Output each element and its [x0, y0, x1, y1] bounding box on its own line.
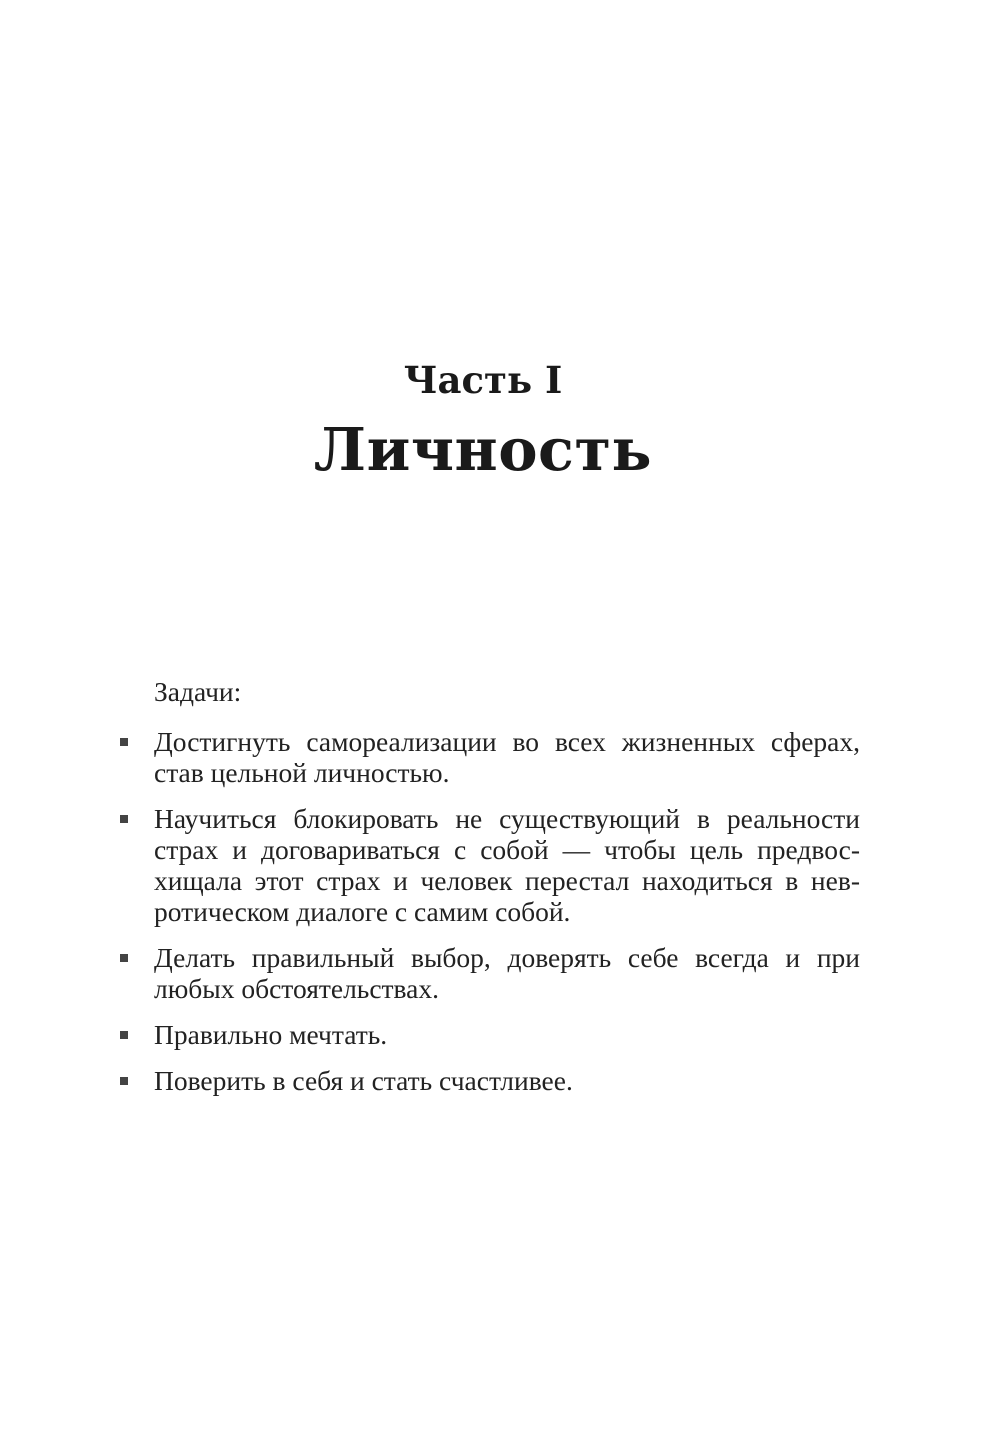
square-bullet-icon — [120, 1031, 128, 1039]
task-line: став цельной личностью. — [154, 757, 450, 788]
task-item — [120, 942, 860, 1004]
task-line: Поверить в себя и стать счастливее. — [154, 1065, 573, 1096]
square-bullet-icon — [120, 815, 128, 823]
task-line: Достигнуть самореализации во всех жизненных сферах, — [154, 726, 860, 757]
tasks-section — [120, 676, 860, 1111]
task-line: ротическом диалоге с самим собой. — [154, 896, 571, 927]
part-title: Личность — [313, 415, 653, 484]
tasks-heading: Задачи: — [154, 676, 242, 707]
square-bullet-icon — [120, 1077, 128, 1085]
task-list — [120, 726, 860, 1096]
task-line: любых обстоятельствах. — [154, 973, 440, 1004]
task-item — [120, 726, 860, 788]
part-label: Часть I — [403, 358, 563, 402]
task-item — [120, 1065, 860, 1096]
task-line: Правильно мечтать. — [154, 1019, 388, 1050]
task-line: страх и договариваться с собой — чтобы цель предвос- — [154, 834, 860, 865]
task-item — [120, 803, 860, 927]
task-item — [120, 1019, 860, 1050]
square-bullet-icon — [120, 738, 128, 746]
task-line: Научиться блокировать не существующий в реальности — [154, 803, 860, 834]
task-line: хищала этот страх и человек перестал находиться в нев- — [154, 865, 860, 896]
task-line: Делать правильный выбор, доверять себе всегда и при — [154, 942, 860, 973]
square-bullet-icon — [120, 954, 128, 962]
